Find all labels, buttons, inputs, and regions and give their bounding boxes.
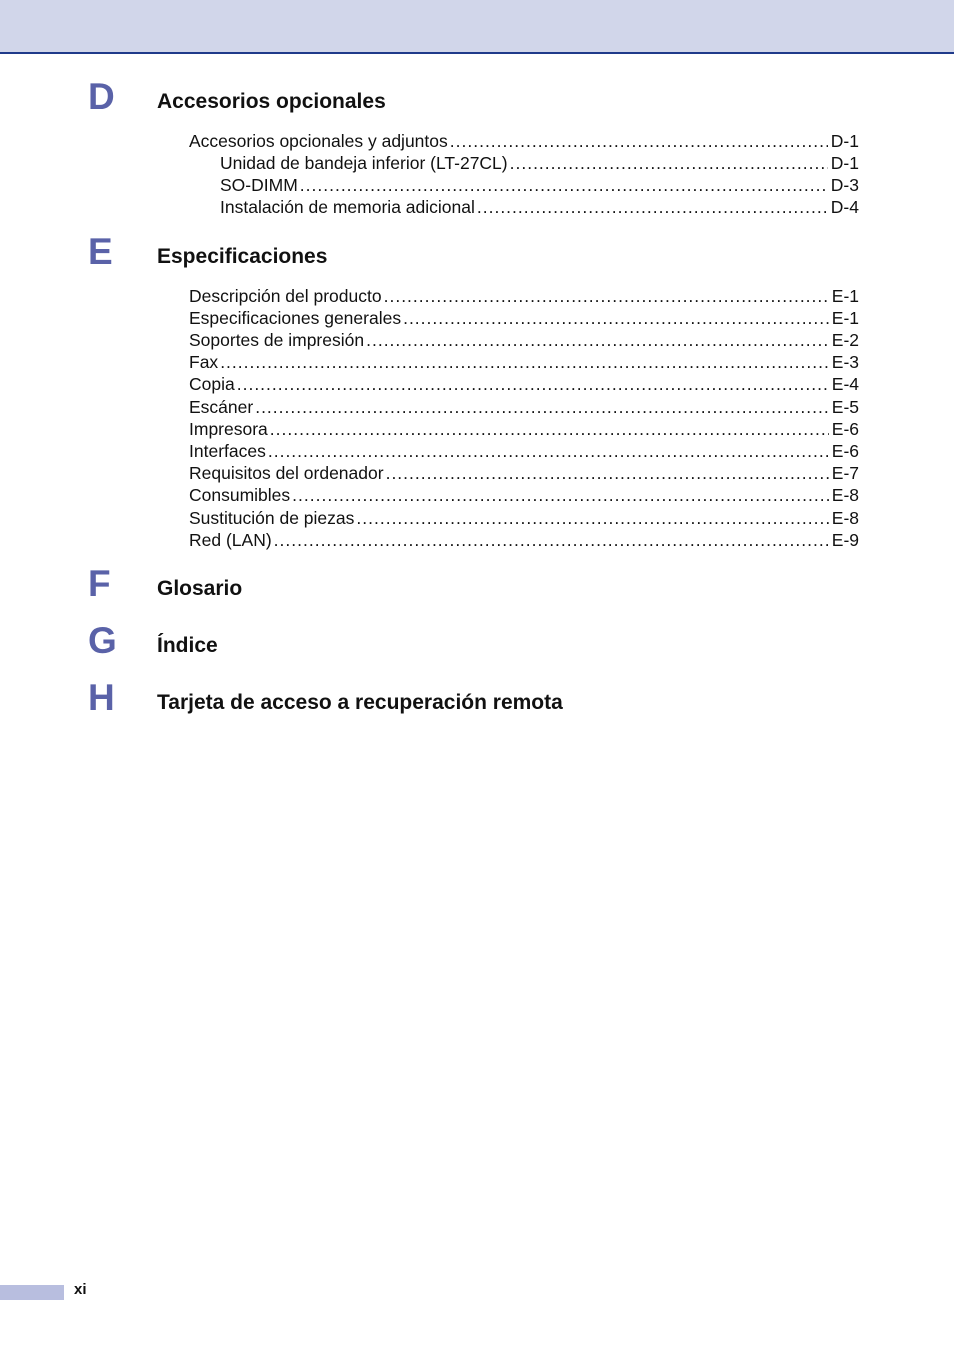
toc-entry[interactable] (189, 373, 859, 395)
toc-entry-label: Consumibles (189, 485, 291, 505)
toc-entry-label: Requisitos del ordenador (189, 463, 384, 483)
dot-leader (386, 462, 829, 484)
toc-entry-label: Escáner (189, 397, 254, 417)
toc-entry-label: Soportes de impresión (189, 330, 365, 350)
dot-leader (220, 351, 829, 373)
toc-entry-page: E-1 (831, 286, 859, 306)
toc-entry-page: E-3 (831, 352, 859, 372)
toc-entry-page: D-1 (830, 131, 859, 151)
dot-leader (384, 285, 829, 307)
section-title-tarjeta-de-acceso[interactable]: Tarjeta de acceso a recuperación remota (157, 691, 563, 714)
toc-entry-page: D-1 (830, 153, 859, 173)
section-letter-e: E (88, 231, 113, 272)
dot-leader (366, 329, 829, 351)
toc-entry-label: Instalación de memoria adicional (220, 197, 475, 217)
toc-entry[interactable] (189, 418, 859, 440)
section-title-indice[interactable]: Índice (157, 634, 218, 657)
toc-entry[interactable] (189, 329, 859, 351)
dot-leader (270, 418, 829, 440)
toc-entry-page: E-2 (831, 330, 859, 350)
toc-entry[interactable] (220, 174, 859, 196)
section-letter-d: D (88, 76, 115, 117)
dot-leader (403, 307, 829, 329)
page-number: xi (74, 1281, 87, 1298)
header-band (0, 0, 954, 54)
toc-entry-label: Red (LAN) (189, 530, 272, 550)
toc-entry-page: E-9 (831, 530, 859, 550)
dot-leader (477, 196, 828, 218)
toc-entry-label: Especificaciones generales (189, 308, 402, 328)
dot-leader (450, 130, 828, 152)
toc-entry-label: Interfaces (189, 441, 266, 461)
section-letter-h: H (88, 677, 115, 718)
toc-entry-page: D-3 (830, 175, 859, 195)
toc-entry-page: E-6 (831, 441, 859, 461)
section-title-accesorios-opcionales[interactable]: Accesorios opcionales (157, 90, 386, 113)
toc-entry[interactable] (220, 152, 859, 174)
toc-entry-label: Accesorios opcionales y adjuntos (189, 131, 448, 151)
toc-entry-page: E-6 (831, 419, 859, 439)
section-title-glosario[interactable]: Glosario (157, 577, 243, 600)
toc-entry[interactable] (189, 507, 859, 529)
section-title-especificaciones[interactable]: Especificaciones (157, 245, 328, 268)
dot-leader (356, 507, 828, 529)
toc-entry[interactable] (189, 462, 859, 484)
toc-entry-label: Sustitución de piezas (189, 508, 355, 528)
section-letter-g: G (88, 620, 117, 661)
toc-entry-label: Impresora (189, 419, 268, 439)
dot-leader (255, 396, 829, 418)
toc-entry-page: E-1 (831, 308, 859, 328)
toc-entry[interactable] (189, 529, 859, 551)
toc-entry-page: E-8 (831, 485, 859, 505)
toc-entry[interactable] (189, 440, 859, 462)
dot-leader (510, 152, 828, 174)
toc-entry[interactable] (220, 196, 859, 218)
toc-entry-page: E-5 (831, 397, 859, 417)
dot-leader (268, 440, 829, 462)
toc-entry-page: E-4 (831, 374, 859, 394)
dot-leader (292, 484, 829, 506)
dot-leader (274, 529, 829, 551)
section-letter-f: F (88, 563, 111, 604)
toc-entry-label: SO-DIMM (220, 175, 298, 195)
toc-entry-label: Descripción del producto (189, 286, 382, 306)
toc-entry[interactable] (189, 484, 859, 506)
toc-entry[interactable] (189, 285, 859, 307)
toc-entry-page: E-8 (831, 508, 859, 528)
toc-entry[interactable] (189, 130, 859, 152)
footer-band (0, 1285, 64, 1300)
toc-entry-label: Copia (189, 374, 235, 394)
toc-entry[interactable] (189, 307, 859, 329)
toc-entry-page: E-7 (831, 463, 859, 483)
toc-entry-label: Unidad de bandeja inferior (LT-27CL) (220, 153, 508, 173)
dot-leader (300, 174, 828, 196)
toc-entry[interactable] (189, 351, 859, 373)
toc-entry-page: D-4 (830, 197, 859, 217)
toc-entry-label: Fax (189, 352, 219, 372)
toc-entry[interactable] (189, 396, 859, 418)
dot-leader (237, 373, 829, 395)
